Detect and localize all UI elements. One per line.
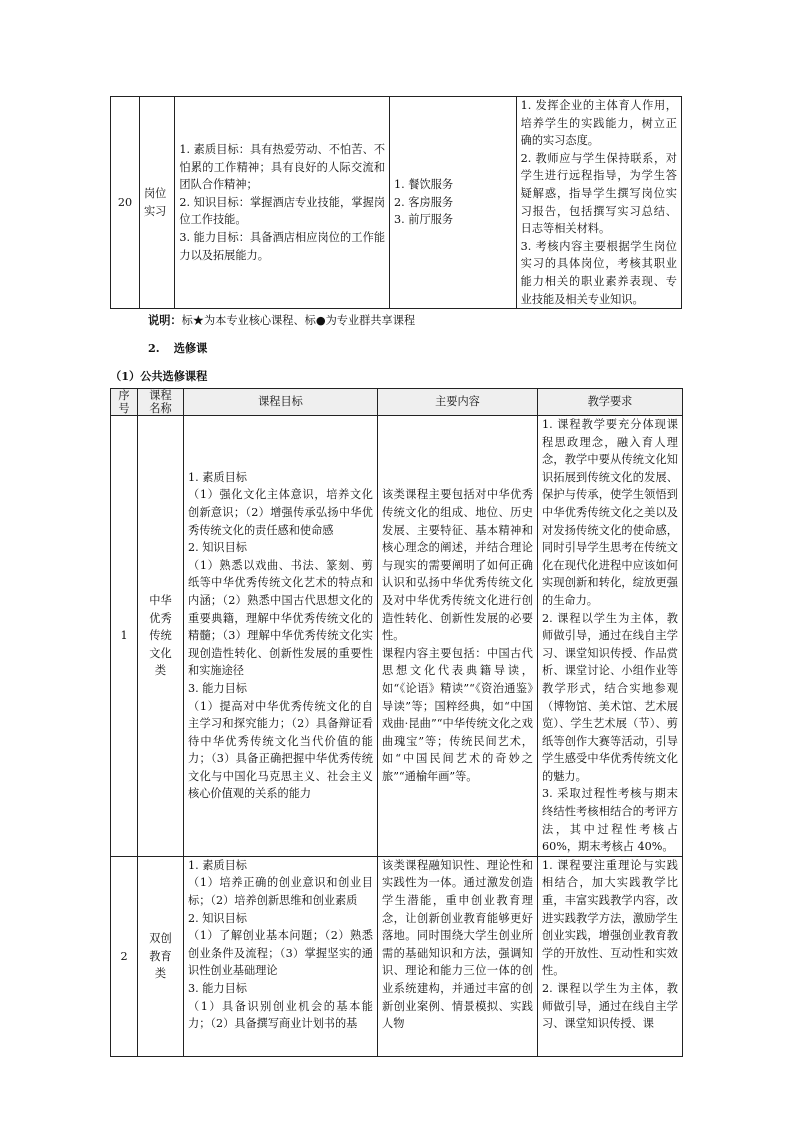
table-row [111, 416, 683, 857]
header-content: 主要内容 [378, 389, 538, 416]
table-row [111, 856, 683, 1056]
course-goals: 1. 素质目标：具有热爱劳动、不怕苦、不怕累的工作精神；具有良好的人际交流和团队合作精神； 2. 知识目标：掌握酒店专业技能，掌握岗位工作技能。 3. 能力目标：具备酒店相应岗位的工作能力以及拓展能力。 [175, 97, 390, 309]
table-header-row [111, 389, 683, 416]
main-content: 该类课程主要包括对中华优秀传统文化的组成、地位、历史发展、主要特征、基本精神和核心理念的阐述，并结合理论与现实的需要阐明了如何正确认识和弘扬中华优秀传统文化及对中华优秀传统文化进行创造性转化、创新性发展的必要性。 课程内容主要包括：中国古代思想文化代表典籍导读，如“《论语》精读”“《资治通鉴》导读”等；国粹经典，如“中国戏曲·昆曲”“中华传统文化之戏曲瑰宝”等；传统民间艺术，如“中国民间艺术的奇妙之旅”“通榆年画”等。 [378, 416, 538, 857]
subsection-heading: （1）公共选修课程 [110, 369, 208, 383]
header-goals: 课程目标 [184, 389, 378, 416]
course-goals: 1. 素质目标 （1）培养正确的创业意识和创业目标；（2）培养创新思维和创业素质 2. 知识目标 （1）了解创业基本问题；（2）熟悉创业条件及流程；（3）掌握坚实的通识性创业基础理论 3. 能力目标 （1）具备识别创业机会的基本能力；（2）具备撰写商业计划书的基 [184, 856, 378, 1056]
course-name: 岗位 实习 [139, 97, 174, 309]
table-note [148, 312, 415, 330]
practice-course-table [110, 96, 682, 309]
teaching-requirements: 1. 课程要注重理论与实践相结合，加大实践教学比重，丰富实践教学内容，改进实践教学方法，激励学生创业实践，增强创业教育教学的开放性、互动性和实效性。 2. 课程以学生为主体，教师做引导，通过在线自主学习、课堂知识传授、课 [538, 856, 683, 1056]
main-content: 1. 餐饮服务 2. 客房服务 3. 前厅服务 [390, 97, 517, 309]
teaching-requirements: 1. 发挥企业的主体育人作用，培养学生的实践能力，树立正确的实习态度。 2. 教师应与学生保持联系，对学生进行远程指导，为学生答疑解惑，指导学生撰写岗位实习报告，包括撰写实习总结、日志等相关材料。 3. 考核内容主要根据学生岗位实习的具体岗位，考核其职业能力相关的职业素养表现、专业技能及相关专业知识。 [516, 97, 681, 309]
section-number: 2. [148, 341, 160, 355]
table-row [111, 97, 682, 309]
section-heading [148, 340, 221, 358]
note-text: 标★为本专业核心课程、标●为专业群共享课程 [181, 314, 416, 327]
header-requirements: 教学要求 [538, 389, 683, 416]
note-label: 说明： [148, 313, 182, 327]
main-content: 该类课程融知识性、理论性和实践性为一体。通过激发创造学生潜能，重申创业教育理念，让创新创业教育能够更好落地。同时围绕大学生创业所需的基础知识和方法，强调知识、理论和能力三位一体的创业系统建构，并通过丰富的创新创业案例、情景模拟、实践人物 [378, 856, 538, 1056]
header-num: 序 号 [111, 389, 138, 416]
course-name: 中华 优秀 传统 文化 类 [138, 416, 184, 857]
public-elective-course-table [110, 388, 683, 1057]
course-name: 双创 教育 类 [138, 856, 184, 1056]
header-name: 课程 名称 [138, 389, 184, 416]
section-title: 选修课 [173, 341, 208, 355]
course-goals: 1. 素质目标 （1）强化文化主体意识，培养文化创新意识；（2）增强传承弘扬中华优秀传统文化的责任感和使命感 2. 知识目标 （1）熟悉以戏曲、书法、篆刻、剪纸等中华优秀传统文化艺术的特点和内涵；（2）熟悉中国古代思想文化的重要典籍，理解中华优秀传统文化的精髓；（3）理解中华优秀传统文化实现创造性转化、创新性发展的重要性和实施途径 3. 能力目标 （1）提高对中华优秀传统文化的自主学习和探究能力；（2）具备辩证看待中华优秀传统文化当代价值的能力；（3）具备正确把握中华优秀传统文化与中国化马克思主义、社会主义核心价值观的关系的能力 [184, 416, 378, 857]
teaching-requirements: 1. 课程教学要充分体现课程思政理念，融入育人理念，教学中要从传统文化知识拓展到传统文化的发展、保护与传承，使学生领悟到中华优秀传统文化之美以及对发扬传统文化的使命感，同时引导学生思考在传统文化在现代化进程中应该如何实现创新和转化，绽放更强的生命力。 2. 课程以学生为主体，教师做引导，通过在线自主学习、课堂知识传授、作品赏析、课堂讨论、小组作业等教学形式，结合实地参观（博物馆、美术馆、艺术展览）、学生艺术展（节）、剪纸等创作大赛等活动，引导学生感受中华优秀传统文化的魅力。 3. 采取过程性考核与期末终结性考核相结合的考评方法，其中过程性考核占 60%，期末考核占 40%。 [538, 416, 683, 857]
row-number: 2 [111, 856, 138, 1056]
row-number: 1 [111, 416, 138, 857]
row-number: 20 [111, 97, 140, 309]
